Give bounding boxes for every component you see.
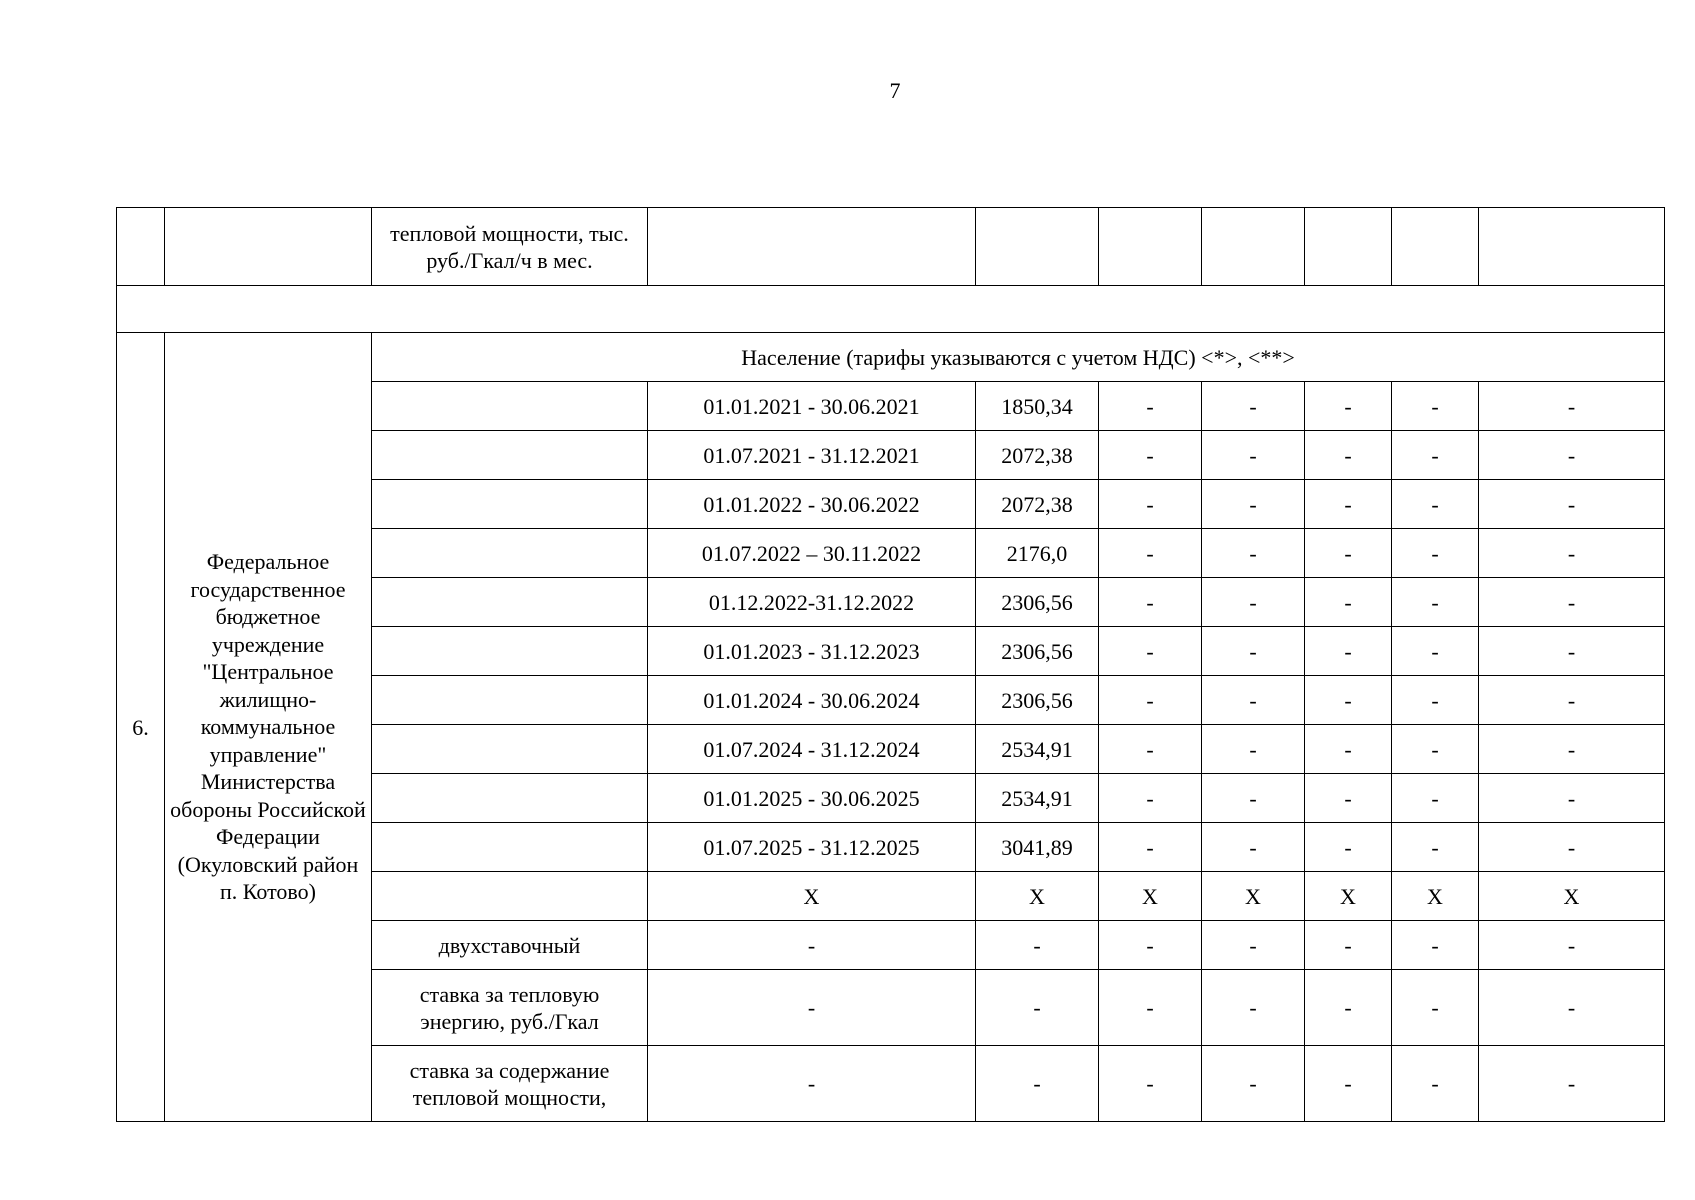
table-cell: - [1305,1046,1392,1122]
table-cell: - [1099,774,1202,823]
table-cell: - [1479,529,1665,578]
table-cell: - [1099,676,1202,725]
table-cell: - [1099,627,1202,676]
table-cell: - [1479,1046,1665,1122]
period-cell: - [648,921,976,970]
table-cell: - [1305,921,1392,970]
table-cell: - [1305,431,1392,480]
table-row-entry-header [117,333,1665,382]
table-cell: - [1479,676,1665,725]
table-cell: - [1392,627,1479,676]
table-cell: - [1202,382,1305,431]
table-cell: - [1305,627,1392,676]
table-row-continuation [117,208,1665,286]
table-cell: X [1392,872,1479,921]
table-cell-empty [1202,208,1305,286]
table-cell: - [1099,970,1202,1046]
period-cell: 01.07.2022 – 30.11.2022 [648,529,976,578]
tariff-value-cell: - [976,970,1099,1046]
table-cell: - [1392,480,1479,529]
period-cell: 01.01.2022 - 30.06.2022 [648,480,976,529]
period-cell: 01.12.2022-31.12.2022 [648,578,976,627]
table-cell-empty [372,529,648,578]
table-cell: - [1202,529,1305,578]
table-cell: - [1479,921,1665,970]
table-cell: - [1479,578,1665,627]
rate-label: двухставочный [372,921,648,970]
table-cell: - [1099,1046,1202,1122]
table-cell: - [1392,382,1479,431]
table-cell: - [1099,725,1202,774]
rate-label: ставка за содержание тепловой мощности, [372,1046,648,1122]
tariff-value-cell: 2176,0 [976,529,1099,578]
table-cell: - [1202,676,1305,725]
table-cell: - [1099,823,1202,872]
tariff-value-cell: 2306,56 [976,676,1099,725]
table-cell-empty [117,208,165,286]
table-cell: - [1305,970,1392,1046]
tariff-value-cell: 2306,56 [976,578,1099,627]
period-cell: - [648,970,976,1046]
table-cell-empty [372,480,648,529]
tariff-value-cell: - [976,921,1099,970]
tariff-value-cell: 2072,38 [976,431,1099,480]
table-cell-empty [372,627,648,676]
table-cell-empty [165,208,372,286]
table-cell: - [1479,431,1665,480]
tariff-value-cell: 3041,89 [976,823,1099,872]
table-cell: - [1202,921,1305,970]
table-cell: - [1202,725,1305,774]
table-cell: - [1392,431,1479,480]
table-cell: - [1479,970,1665,1046]
table-cell: - [1202,774,1305,823]
table-cell-empty [372,578,648,627]
table-cell: - [1099,578,1202,627]
table-cell: - [1099,480,1202,529]
table-cell: - [1099,921,1202,970]
table-cell: - [1479,774,1665,823]
table-cell: - [1202,823,1305,872]
table-cell: - [1099,431,1202,480]
table-cell-empty [372,725,648,774]
capacity-unit-label: тепловой мощности, тыс. руб./Гкал/ч в мес. [372,208,648,286]
period-cell: 01.01.2021 - 30.06.2021 [648,382,976,431]
table-cell: X [1305,872,1392,921]
table-cell: - [1479,823,1665,872]
tariff-table [116,207,1665,1122]
table-cell: - [1099,382,1202,431]
table-cell: - [1202,1046,1305,1122]
tariff-value-cell: 2534,91 [976,725,1099,774]
table-cell: - [1479,382,1665,431]
table-cell: - [1305,676,1392,725]
table-cell: - [1392,921,1479,970]
table-cell: - [1305,725,1392,774]
table-cell-empty [372,774,648,823]
table-cell-empty [372,872,648,921]
table-cell: - [1392,1046,1479,1122]
table-cell: - [1202,627,1305,676]
page-number: 7 [889,78,901,103]
consumer-group-label: Население (тарифы указываются с учетом НДС) <*>, <**> [372,333,1665,382]
separator-cell [117,286,1665,333]
table-cell-empty [372,823,648,872]
tariff-value-cell: - [976,1046,1099,1122]
table-cell-empty [372,431,648,480]
period-cell: X [648,872,976,921]
table-cell: - [1099,529,1202,578]
tariff-value-cell: X [976,872,1099,921]
table-cell: - [1392,676,1479,725]
table-cell-empty [1305,208,1392,286]
table-cell-empty [372,676,648,725]
table-cell: - [1479,627,1665,676]
table-cell: - [1392,970,1479,1046]
organization-name: Федеральное государственное бюджетное учреждение "Центральное жилищно-коммунальное управление" Министерства обороны Российской Федерации (Окуловский район п. Котово) [165,333,372,1122]
table-cell: X [1202,872,1305,921]
table-cell-empty [1479,208,1665,286]
period-cell: 01.07.2021 - 31.12.2021 [648,431,976,480]
table-cell-empty [1099,208,1202,286]
table-cell-empty [648,208,976,286]
table-cell: X [1099,872,1202,921]
table-cell: - [1305,480,1392,529]
period-cell: - [648,1046,976,1122]
tariff-value-cell: 2072,38 [976,480,1099,529]
rate-label: ставка за тепловую энергию, руб./Гкал [372,970,648,1046]
table-cell: - [1305,382,1392,431]
table-cell: - [1392,529,1479,578]
table-cell: - [1305,529,1392,578]
table-cell: - [1305,823,1392,872]
table-cell: - [1392,774,1479,823]
period-cell: 01.01.2024 - 30.06.2024 [648,676,976,725]
table-cell: - [1479,480,1665,529]
table-cell: X [1479,872,1665,921]
table-cell: - [1305,774,1392,823]
table-cell: - [1202,431,1305,480]
table-row-separator [117,286,1665,333]
period-cell: 01.01.2025 - 30.06.2025 [648,774,976,823]
entry-number: 6. [117,333,165,1122]
table-cell: - [1392,578,1479,627]
period-cell: 01.07.2025 - 31.12.2025 [648,823,976,872]
table-cell: - [1202,578,1305,627]
table-cell: - [1392,823,1479,872]
tariff-value-cell: 2534,91 [976,774,1099,823]
period-cell: 01.07.2024 - 31.12.2024 [648,725,976,774]
table-cell-empty [1392,208,1479,286]
table-cell: - [1202,970,1305,1046]
table-cell: - [1305,578,1392,627]
table-cell: - [1392,725,1479,774]
tariff-value-cell: 2306,56 [976,627,1099,676]
period-cell: 01.01.2023 - 31.12.2023 [648,627,976,676]
table-cell-empty [372,382,648,431]
tariff-value-cell: 1850,34 [976,382,1099,431]
table-cell: - [1479,725,1665,774]
table-cell: - [1202,480,1305,529]
table-cell-empty [976,208,1099,286]
